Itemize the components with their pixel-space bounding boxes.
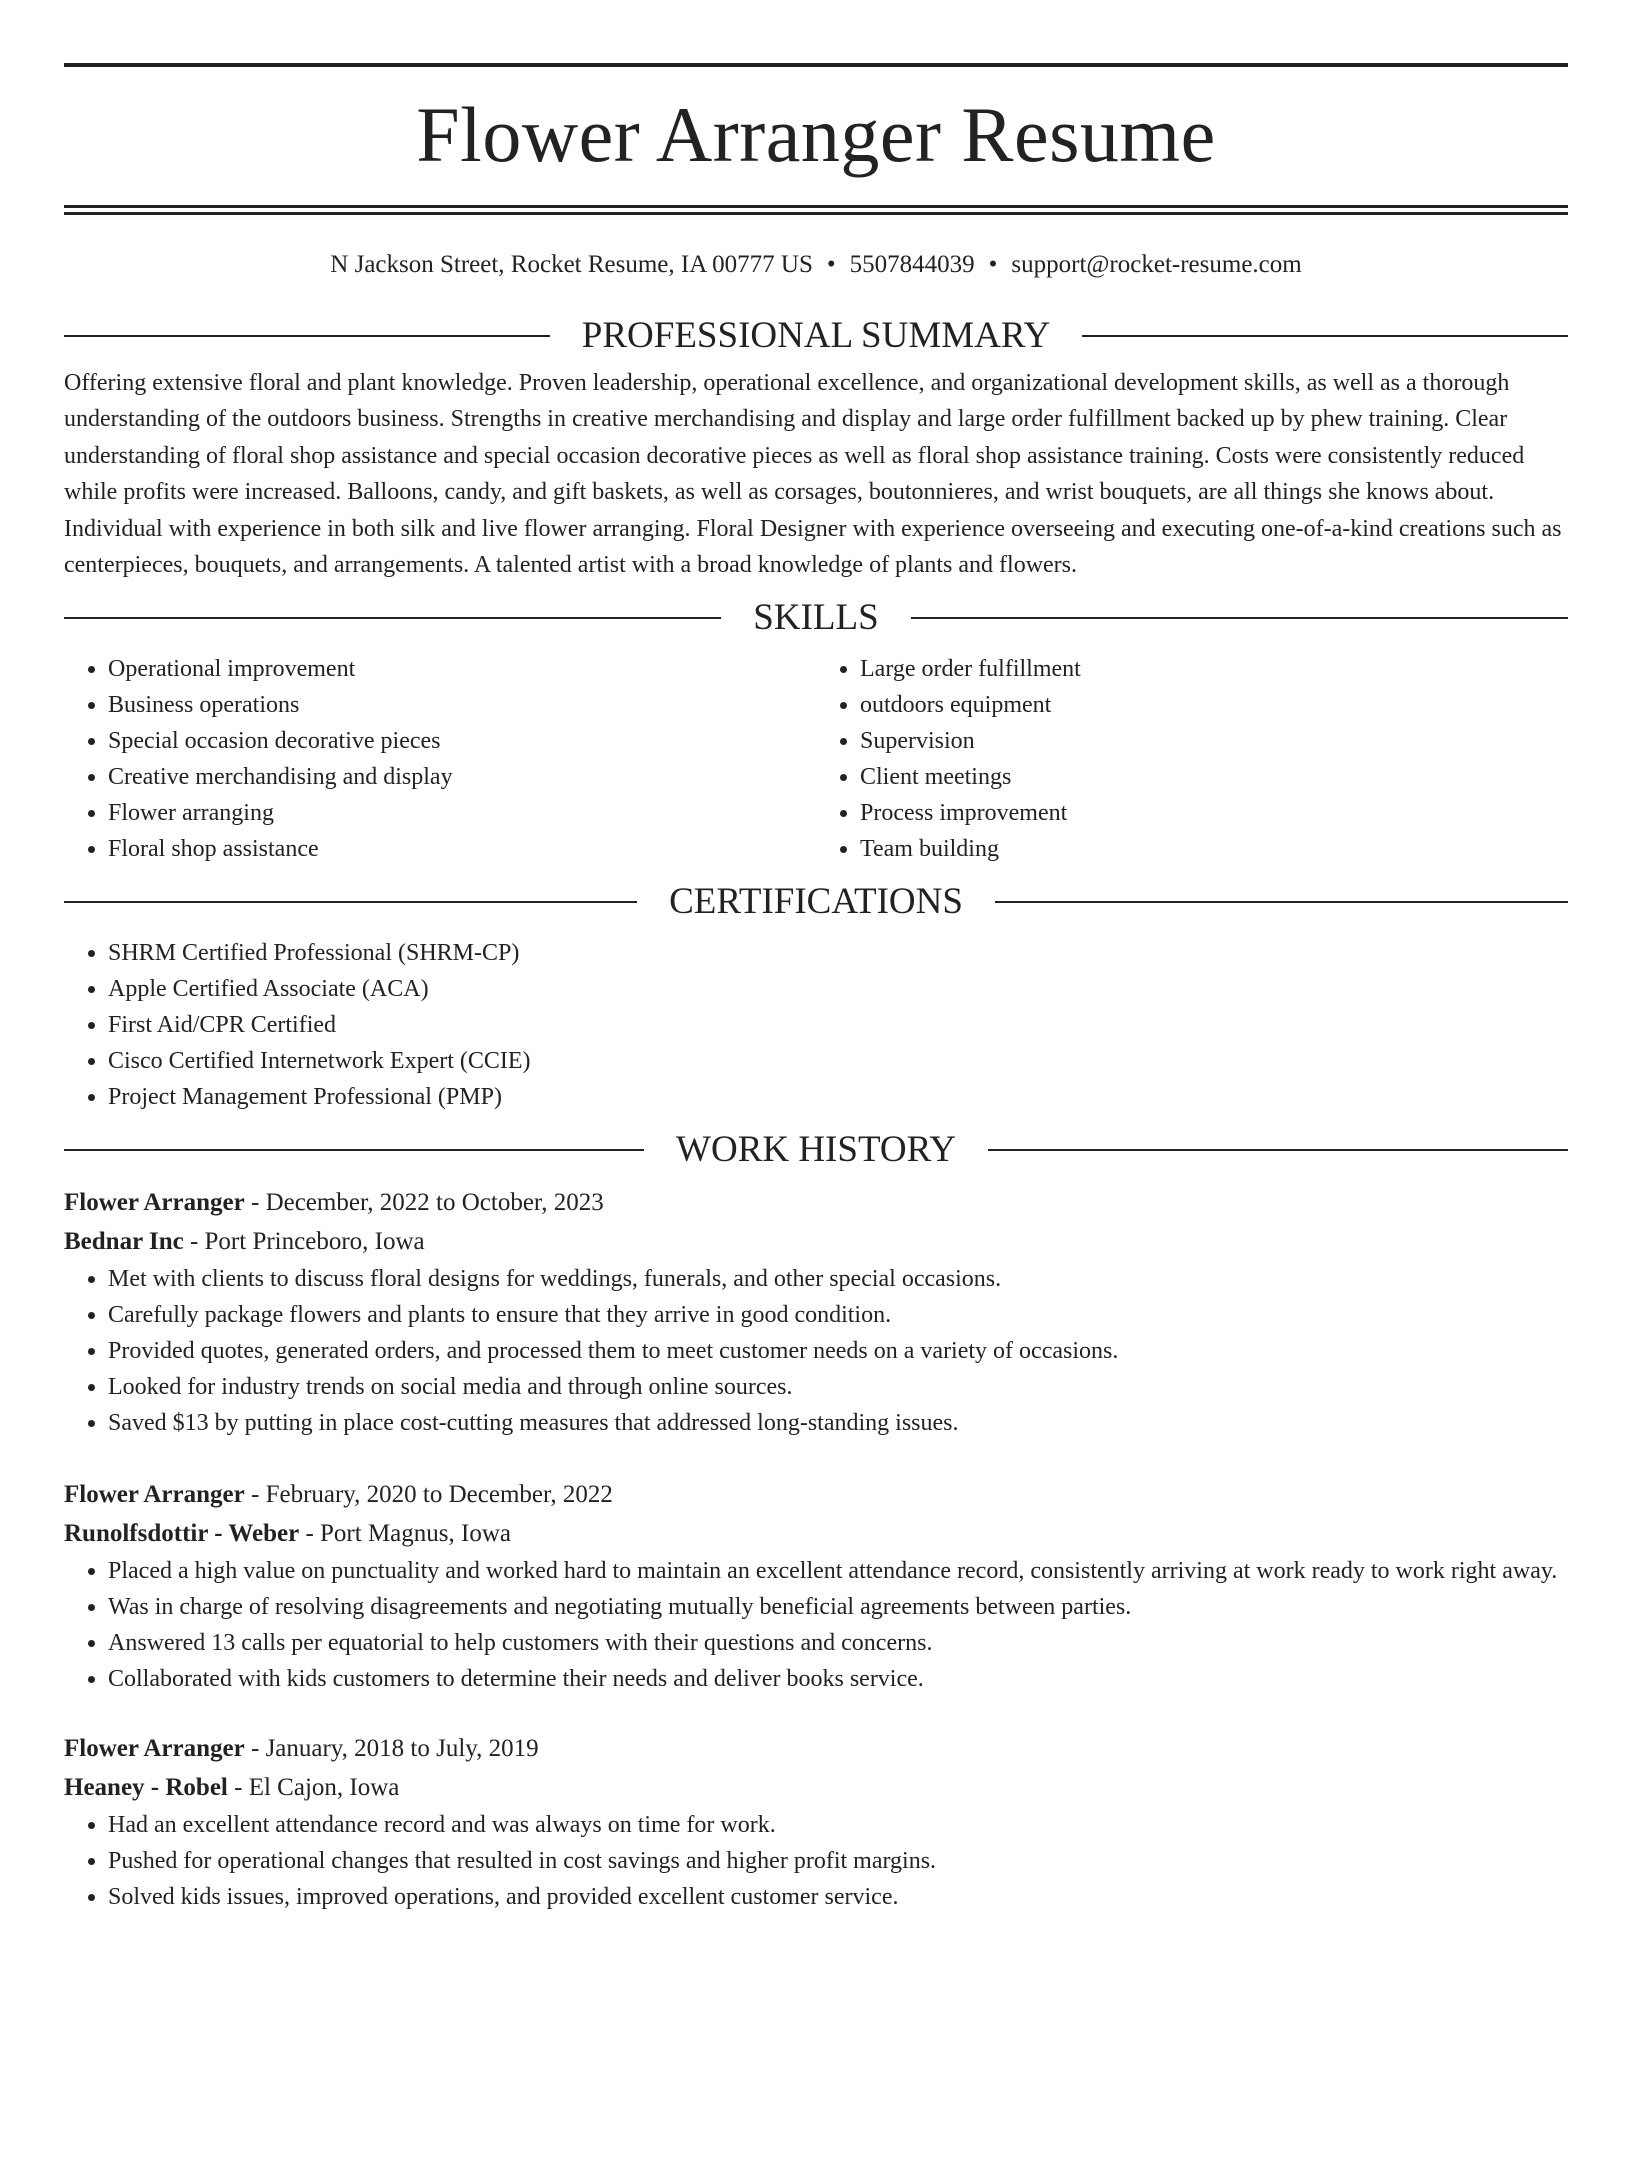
job-title-line: Flower Arranger - February, 2020 to December, 2022 xyxy=(64,1481,613,1509)
job-company: Runolfsdottir - Weber xyxy=(64,1520,300,1548)
skill-item: • Team building xyxy=(860,831,1568,867)
contact-line xyxy=(64,249,1568,281)
contact-address: N Jackson Street, Rocket Resume, IA 00777 US xyxy=(330,251,813,278)
job-company-line: Bednar Inc - Port Princeboro, Iowa xyxy=(64,1228,425,1256)
skill-item: • Flower arranging xyxy=(108,795,816,831)
job-duty-item: • Placed a high value on punctuality and worked hard to maintain an excellent attendance record, consistently arriving at work ready to work right away. xyxy=(108,1553,1568,1589)
job-title-line: Flower Arranger - December, 2022 to October, 2023 xyxy=(64,1189,604,1217)
job-location: Port Magnus, Iowa xyxy=(320,1520,511,1548)
section-title-skills: SKILLS xyxy=(753,597,879,639)
job-duty-item: • Carefully package flowers and plants to ensure that they arrive in good condition. xyxy=(108,1297,1568,1333)
page-title: Flower Arranger Resume xyxy=(416,91,1216,178)
job-title-line: Flower Arranger - January, 2018 to July, 2019 xyxy=(64,1735,539,1763)
job-entry xyxy=(64,1475,1568,1697)
section-rule xyxy=(1082,335,1568,337)
certifications-list xyxy=(64,935,1568,1115)
section-rule xyxy=(64,1149,644,1151)
section-title-summary: PROFESSIONAL SUMMARY xyxy=(581,315,1051,356)
job-duty-item: • Saved $13 by putting in place cost-cutting measures that addressed long-standing issues. xyxy=(108,1405,1568,1441)
section-rule xyxy=(64,617,721,619)
job-company-line: Heaney - Robel - El Cajon, Iowa xyxy=(64,1774,400,1802)
section-rule xyxy=(988,1149,1568,1151)
job-entry xyxy=(64,1183,1568,1441)
skill-item: • outdoors equipment xyxy=(860,687,1568,723)
section-title-certifications: CERTIFICATIONS xyxy=(669,881,963,923)
contact-phone: 5507844039 xyxy=(849,251,975,278)
section-header-work-history xyxy=(64,1127,1568,1173)
job-title: Flower Arranger xyxy=(64,1189,245,1217)
certification-item: • SHRM Certified Professional (SHRM-CP) xyxy=(108,935,1568,971)
job-duties-list xyxy=(64,1553,1568,1697)
skills-list-right xyxy=(816,651,1568,867)
job-duty-item: • Provided quotes, generated orders, and processed them to meet customer needs on a variety of occasions. xyxy=(108,1333,1568,1369)
job-entry xyxy=(64,1729,1568,1915)
job-dates: January, 2018 to July, 2019 xyxy=(265,1735,539,1763)
section-header-summary xyxy=(64,313,1568,359)
job-duty-item: • Met with clients to discuss floral designs for weddings, funerals, and other special occasions. xyxy=(108,1261,1568,1297)
certification-item: • First Aid/CPR Certified xyxy=(108,1007,1568,1043)
job-duty-item: • Answered 13 calls per equatorial to help customers with their questions and concerns. xyxy=(108,1625,1568,1661)
job-company: Heaney - Robel xyxy=(64,1774,228,1802)
skills-grid xyxy=(64,651,1568,867)
job-duty-item: • Had an excellent attendance record and was always on time for work. xyxy=(108,1807,1568,1843)
section-rule xyxy=(64,335,550,337)
job-duty-item: • Solved kids issues, improved operations, and provided excellent customer service. xyxy=(108,1879,1568,1915)
skill-item: • Creative merchandising and display xyxy=(108,759,816,795)
skill-item: • Supervision xyxy=(860,723,1568,759)
top-rule xyxy=(64,63,1568,67)
job-duty-item: • Was in charge of resolving disagreements and negotiating mutually beneficial agreements between parties. xyxy=(108,1589,1568,1625)
certification-item: • Cisco Certified Internetwork Expert (CCIE) xyxy=(108,1043,1568,1079)
job-duties-list xyxy=(64,1261,1568,1441)
job-company-line: Runolfsdottir - Weber - Port Magnus, Iowa xyxy=(64,1520,511,1548)
job-dates: December, 2022 to October, 2023 xyxy=(265,1189,604,1217)
section-rule xyxy=(64,901,637,903)
section-title-work-history: WORK HISTORY xyxy=(676,1129,956,1171)
section-rule xyxy=(995,901,1568,903)
job-duty-item: • Looked for industry trends on social media and through online sources. xyxy=(108,1369,1568,1405)
section-header-skills xyxy=(64,595,1568,641)
job-duty-item: • Collaborated with kids customers to determine their needs and deliver books service. xyxy=(108,1661,1568,1697)
skill-item: • Floral shop assistance xyxy=(108,831,816,867)
section-rule xyxy=(911,617,1568,619)
certification-item: • Project Management Professional (PMP) xyxy=(108,1079,1568,1115)
professional-summary-text: Offering extensive floral and plant knowledge. Proven leadership, operational excellence, and organizational development skills, as well as a thorough understanding of the outdoors business. Strengths in creative merchandising and display and large order fulfillment backed up by phew training. Clear understanding of floral shop assistance and special occasion decorative pieces as well as floral shop assistance training. Costs were consistently reduced while profits were increased. Balloons, candy, and gift baskets, as well as corsages, boutonnieres, and wrist bouquets, are all things she knows about. Individual with experience in both silk and live flower arranging. Floral Designer with experience overseeing and executing one-of-a-kind creations such as centerpieces, bouquets, and arrangements. A talented artist with a broad knowledge of plants and flowers. xyxy=(64,370,1562,579)
skill-item: • Large order fulfillment xyxy=(860,651,1568,687)
skill-item: • Business operations xyxy=(108,687,816,723)
contact-separator: • xyxy=(988,251,998,278)
title-double-rule xyxy=(64,205,1568,215)
certification-item: • Apple Certified Associate (ACA) xyxy=(108,971,1568,1007)
job-duties-list xyxy=(64,1807,1568,1915)
resume-page xyxy=(0,63,1632,2175)
job-company: Bednar Inc xyxy=(64,1228,184,1256)
skill-item: • Process improvement xyxy=(860,795,1568,831)
job-duty-item: • Pushed for operational changes that resulted in cost savings and higher profit margins. xyxy=(108,1843,1568,1879)
contact-separator: • xyxy=(826,251,836,278)
skills-list-left xyxy=(64,651,816,867)
contact-email: support@rocket-resume.com xyxy=(1011,251,1302,278)
job-location: El Cajon, Iowa xyxy=(248,1774,400,1802)
job-title: Flower Arranger xyxy=(64,1735,245,1763)
section-header-certifications xyxy=(64,879,1568,925)
job-dates: February, 2020 to December, 2022 xyxy=(265,1481,613,1509)
skill-item: • Special occasion decorative pieces xyxy=(108,723,816,759)
job-title: Flower Arranger xyxy=(64,1481,245,1509)
job-location: Port Princeboro, Iowa xyxy=(204,1228,425,1256)
skill-item: • Client meetings xyxy=(860,759,1568,795)
skill-item: • Operational improvement xyxy=(108,651,816,687)
